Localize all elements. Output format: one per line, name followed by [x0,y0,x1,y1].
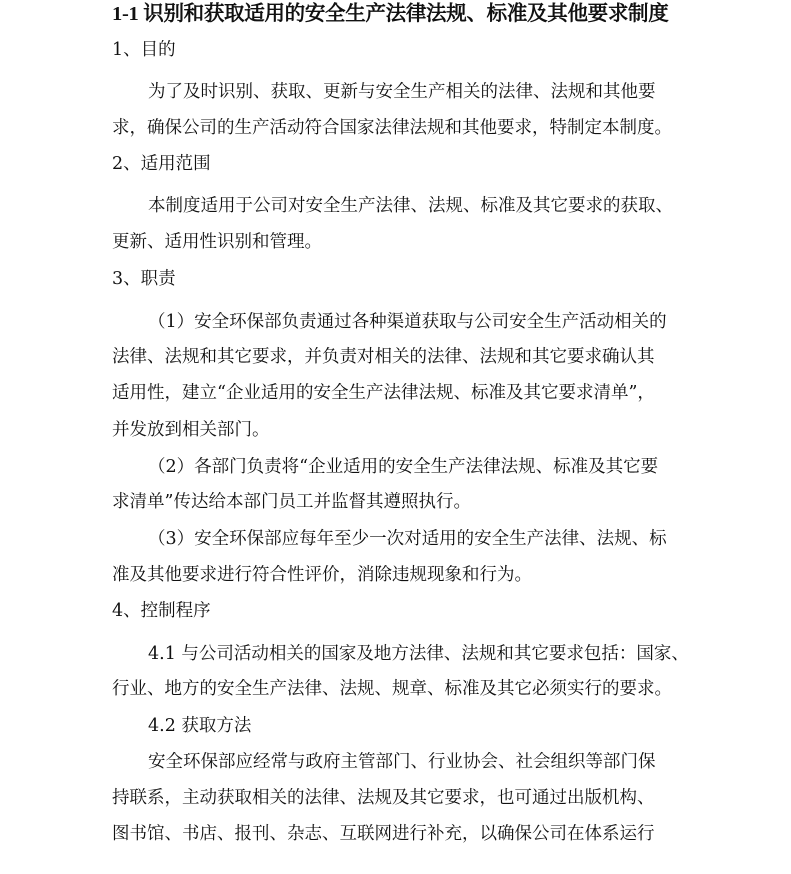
paragraph-line: 为了及时识别、获取、更新与安全生产相关的法律、法规和其他要 [148,82,656,102]
paragraph-line: 并发放到相关部门。 [112,420,270,440]
section-heading-scope: 2、适用范围 [112,154,211,174]
paragraph-line: 持联系，主动获取相关的法律、法规及其它要求，也可通过出版机构、 [112,788,655,808]
paragraph-line: 安全环保部应经常与政府主管部门、行业协会、社会组织等部门保 [148,752,656,772]
section-heading-responsibilities: 3、职责 [112,269,176,289]
document-title: 1-1 识别和获取适用的安全生产法律法规、标准及其他要求制度 [112,3,669,25]
subsection-heading-acquisition: 4.2 获取方法 [148,716,252,736]
paragraph-line: 准及其他要求进行符合性评价，消除违规现象和行为。 [112,565,532,585]
paragraph-line: 更新、适用性识别和管理。 [112,232,322,252]
section-heading-control-procedure: 4、控制程序 [112,601,211,621]
paragraph-line: 求，确保公司的生产活动符合国家法律法规和其他要求，特制定本制度。 [112,118,672,138]
paragraph-line: （1）安全环保部负责通过各种渠道获取与公司安全生产活动相关的 [148,312,667,332]
paragraph-line: 行业、地方的安全生产法律、法规、规章、标准及其它必须实行的要求。 [112,679,672,699]
paragraph-line: 图书馆、书店、报刊、杂志、互联网进行补充，以确保公司在体系运行 [112,824,655,844]
paragraph-line: （2）各部门负责将“企业适用的安全生产法律法规、标准及其它要 [148,457,659,477]
paragraph-line: 本制度适用于公司对安全生产法律、法规、标准及其它要求的获取、 [148,196,673,216]
paragraph-line: 4.1 与公司活动相关的国家及地方法律、法规和其它要求包括：国家、 [148,644,689,664]
paragraph-line: 求清单”传达给本部门员工并监督其遵照执行。 [112,492,471,512]
paragraph-line: 适用性，建立“企业适用的安全生产法律法规、标准及其它要求清单”， [112,383,655,403]
section-heading-purpose: 1、目的 [112,40,176,60]
paragraph-line: 法律、法规和其它要求，并负责对相关的法律、法规和其它要求确认其 [112,347,655,367]
paragraph-line: （3）安全环保部应每年至少一次对适用的安全生产法律、法规、标 [148,529,667,549]
